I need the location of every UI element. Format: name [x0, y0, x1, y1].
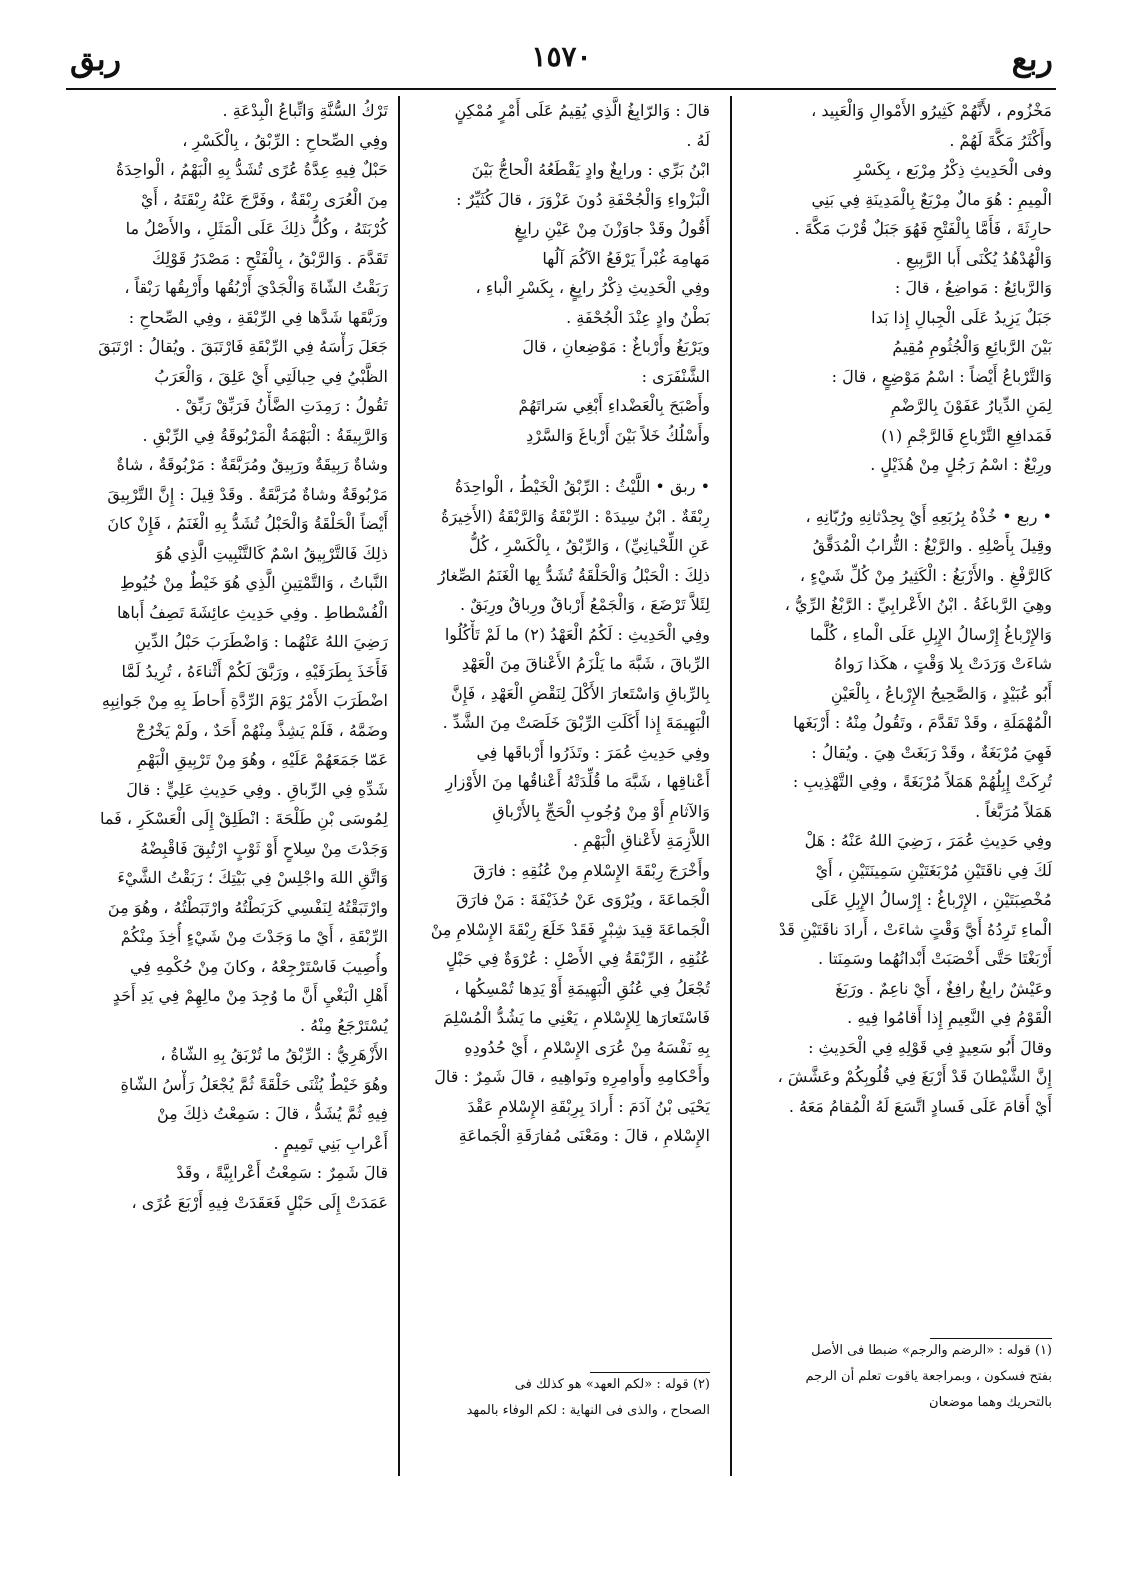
text-line: وَالتَّرْباعُ أَيْضاً : اسْمُ مَوْضِعٍ ، قالَ : [831, 366, 1052, 386]
text-line: وعَيْشٌ رابِغٌ رافِغٌ ، أَيْ ناعِمٌ . ورَبَغَ [835, 978, 1052, 998]
text-line: لِئَلاَّ تَرْضَعَ ، وَالْجَمْعُ أَرْباقٌ ورِباقٌ ورِبَقٌ . [460, 595, 710, 614]
text-line: فَمَدافِعِ التَّرْباعِ فَالرَّجْمِ (١) [881, 425, 1052, 445]
text-line: لِمَنِ الدِّيارُ عَفَوْنَ بِالرَّضْمِ [890, 396, 1052, 415]
text-line: ذلِكَ : الْحَبْلُ وَالْحَلْقَةُ تُشَدُّ بِها الْغَنَمُ الصِّغارُ [437, 565, 710, 585]
text-line: مُخْصِبَتَيْنِ ، الإِرْباغُ : إِرْسالُ الإِبِلِ عَلَى [810, 890, 1052, 909]
text-line: وأَصْبَحَ بِالْعَضْداءِ أَبْغِي سَراتَهُمْ [518, 396, 710, 415]
header-left-word: ربق [70, 40, 122, 78]
text-line: الْجَماعَةَ ، ويُرْوَى عَنْ حُذَيْفَةَ : مَنْ فارَقَ [456, 890, 710, 909]
text-line: وأَحْكامِهِ وأَوامِرِهِ ونَواهِيهِ ، قالَ شَمِرٌ : قالَ [434, 1067, 710, 1086]
text-line: أَعْرابِ بَنِي تَمِيمٍ . [273, 1133, 388, 1153]
page-header [70, 40, 1053, 86]
paragraph-gap [752, 480, 1052, 502]
text-line: حارِثَةَ ، فَأَمَّا بِالْفَتْحِ فَهُوَ جَبَلٌ قُرْبَ مَكَّةَ . [794, 219, 1052, 238]
text-line: وفِي الصِّحاحِ : الرِّبْقُ ، بِالْكَسْرِ ، [182, 130, 388, 150]
text-line: بفتح فسكون ، وبمراجعة ياقوت تعلم أن الرجم [805, 1369, 1052, 1384]
header-rule [66, 88, 1056, 90]
text-line: ذلِكَ فَالتَّرْبِيقُ اسْمٌ كَالتَّنْبِيتِ الَّذِي هُوَ [155, 543, 388, 563]
text-line: وهِيَ الرَّباغَةُ . ابْنُ الأَعْرابِيِّ : الرَّبْغُ الرِّيُّ ، [784, 595, 1052, 614]
text-line: وَالآثامِ أَوْ مِنْ وُجُوبِ الْحَجِّ بِالأَرْباقِ [492, 801, 710, 821]
text-line: شاءَتْ وَرَدَتْ بِلا وَقْتٍ ، هكَذا رَواهُ [834, 654, 1052, 673]
text-line: تَقُولُ : رَمِدَتِ الضَّأْنُ فَرَبِّقْ رَبِّقْ . [175, 396, 388, 415]
text-line: قالَ شَمِرٌ : سَمِعْتُ أَعْرابِيَّةً ، وقَدْ [176, 1163, 388, 1182]
text-line: أَرْبَغْتَا حَتَّى أَخْصَبَتْ أَبْدانُهُما وسَمِنَتا . [818, 949, 1052, 968]
text-line: وهُوَ خَيْطٌ يُثْنَى حَلْقَةً ثُمَّ يُجْعَلُ رَأْسُ الشّاةِ [120, 1074, 388, 1094]
text-line: لَهُ . [686, 130, 710, 150]
text-line: مَرْبُوقَةٌ وشاةٌ مُرَبَّقَةٌ . وقَدْ قِيلَ : إِنَّ التَّرْبِيقَ [107, 484, 388, 504]
text-line: الظَّبْيُ فِي حِبالَتِي أَيْ عَلِقَ ، وَالْعَرَبُ [154, 366, 388, 386]
text-line: (١) قوله : «الرضم والرجم» ضبطا فى الأصل [811, 1343, 1052, 1358]
text-line: كَالرَّفْغِ . والأَرْبَغُ : الْكَثِيرُ مِنْ كُلِّ شَيْءٍ ، [799, 565, 1052, 585]
text-line: وارْتَبَقْتُهُ لِنَفْسِي كَرَبَطْتُهُ وارْتَبَطْتُهُ ، وهُوَ مِنَ [107, 897, 388, 917]
text-line: تُرِكَتْ إِبِلُهُمْ هَمَلاً مُرْبَغَةً ، وفِي التَّهْذِيبِ : [792, 772, 1052, 791]
text-line: وقِيلَ بِأَصْلِهِ . والرَّبْغُ : التُّرابُ الْمُدَقَّقُ [812, 536, 1052, 555]
text-line: عَمَدَتْ إِلَى حَبْلٍ فَعَقَدَتْ فِيهِ أَرْبَعَ عُرًى ، [131, 1192, 388, 1212]
text-line: أَعْناقِها ، شَبَّهَ ما قُلِّدَتْهُ أَعْناقُها مِنَ الأَوْزارِ [445, 772, 710, 791]
text-line: ورِبْعٌ : اسْمُ رَجُلٍ مِنْ هُذَيْلٍ . [870, 455, 1052, 474]
text-line: مَهامِهَ غُبْراً يَرْفَعُ الآكُمَ آلُها [542, 248, 710, 268]
text-line: يُسْتَرْجَعُ مِنْهُ . [299, 1015, 388, 1035]
footnote-middle [410, 1372, 710, 1424]
text-line: هَمَلاً مُرَبَّغاً . [975, 801, 1052, 821]
text-line: الرِّباقَ ، شَبَّهَ ما يَلْزَمُ الأَعْناقَ مِنَ الْعَهْدِ [461, 654, 710, 673]
text-line: وقالَ أَبُو سَعِيدٍ فِي قَوْلِهِ فِي الْحَدِيثِ : [808, 1037, 1052, 1057]
text-line: الرِّبْقَةِ ، أَيْ ما وَجَدْتَ مِنْ شَيْءٍ أُخِذَ مِنْكُمْ [120, 927, 388, 946]
text-line: وأُصِيبَ فَاسْتَرْجِعْهُ ، وكانَ مِنْ حُكْمِهِ فِي [129, 956, 388, 976]
text-line: وفِي حَدِيثِ عُمَرَ ، رَضِيَ اللهُ عَنْهُ : هَلْ [804, 831, 1052, 850]
text-line: وَالْهُدْهُدُ يُكْنَى أَبا الرَّبِيعِ . [895, 248, 1052, 268]
text-line: • ربع • خُذْهُ بِرُبَعِهِ أَيْ بِحِدْثانِهِ ورُبّانِهِ ، [805, 506, 1052, 526]
text-line: النَّباتُ ، وَالتَّمْتِينِ الَّذِي هُوَ خَيْطٌ مِنْ خُيُوطِ [119, 573, 388, 592]
text-line: رِبْقَةٌ . ابْنُ سِيدَهْ : الرِّبْقَةُ وَالرَّبْقَةُ (الأَخِيرَةُ [440, 506, 710, 526]
text-line: بَيْنَ الرَّبائِعِ وَالْجُثُومِ مُقِيمُ [892, 337, 1052, 356]
text-line: الْجَماعَةَ قِيدَ شِبْرٍ فَقَدْ خَلَعَ رِبْقَةَ الإِسْلامِ مِنْ [430, 919, 710, 939]
text-line: فَاسْتَعارَها لِلإِسْلامِ ، يَعْنِي ما يَشُدُّ الْمُسْلِمَ [442, 1008, 710, 1027]
text-line: وأَسْلُكُ خَلاً بَيْنَ أَرْباغَ وَالسَّرْدِ [526, 425, 710, 445]
text-line: حَبْلٌ فِيهِ عِدَّةُ عُرًى تُشَدُّ بِهِ الْبَهْمُ ، الْواحِدَةُ [116, 160, 388, 179]
text-line: تُجْعَلُ فِي عُنُقِ الْبَهِيمَةِ أَوْ يَدِها تُمْسِكُها ، [454, 978, 710, 998]
text-line: الْمِيمِ : هُوَ مالٌ مِرْبَعٌ بِالْمَدِينَةِ فِي بَنِي [811, 189, 1052, 209]
text-line: الْبَهِيمَةَ إِذا أَكَلَتِ الرِّبْقَ خَلَصَتْ مِنَ الشَّدِّ . [442, 713, 710, 732]
text-line: الْماءِ تَرِدُهُ أَيَّ وَقْتٍ شاءَتْ ، أَرادَ ناقَتَيْنِ قَدْ [778, 919, 1052, 939]
column-divider [398, 96, 400, 1476]
text-line: فَأَخَذَ بِطَرَفَيْهِ ، ورَبَّقَ لَكُمْ أَثْناءَهُ ، تُرِيدُ لَمَّا [121, 661, 388, 681]
paragraph-gap [410, 450, 710, 472]
text-line: وفِي حَدِيثِ عُمَرَ : وتَذَرُوا أَرْباقَها فِي [476, 742, 710, 762]
text-line: الصحاح ، والذى فى النهاية : لكم الوفاء بالمهد [466, 1403, 710, 1418]
text-line: عُنُقِهِ ، الرِّبْقَةُ فِي الأَصْلِ : عُرْوَةٌ فِي حَبْلٍ [445, 949, 710, 968]
text-line: بِالرِّباقِ وَاسْتَعارَ الأَكْلَ لِنَقْضِ الْعَهْدِ ، فَإِنَّ [451, 683, 710, 703]
text-line: وأَخْرَجَ رِبْقَةَ الإِسْلامِ مِنْ عُنُقِهِ : فارَقَ [473, 860, 710, 880]
text-line: جَعَلَ رَأْسَهُ فِي الرِّبْقَةِ فَارْتَبَقَ . ويُقالُ : ارْتَبَقَ [98, 337, 388, 356]
text-line: وفِي الْحَدِيثِ : لَكُمُ الْعَهْدُ (٢) ما لَمْ تَأْكُلُوا [444, 624, 710, 644]
text-line: رَبَقْتُ الشّاةَ وَالْجَدْيَ أَرْبُقُها وأَرْبِقُها رَبْقاً ، [124, 278, 388, 297]
text-line: إِنَّ الشَّيْطانَ قَدْ أَرْبَغَ فِي قُلُوبِكُمْ وعَشَّشَ ، [777, 1067, 1052, 1086]
page-number: ١٥٧٠ [531, 40, 592, 73]
text-line: فِيهِ ثُمَّ يُشَدُّ ، قالَ : سَمِعْتُ ذلِكَ مِنْ [157, 1104, 388, 1123]
text-line: (٢) قوله : «لكم العهد» هو كذلك فى [514, 1377, 710, 1392]
text-line: الأَزْهَرِيُّ : الرِّبْقُ ما تُرْبَقُ بِهِ الشّاةُ ، [160, 1045, 388, 1064]
text-line: رَضِيَ اللهُ عَنْهُما : وَاضْطَرَبَ حَبْلُ الدِّينِ [134, 632, 388, 651]
text-line: عَمّا جَمَعَهُمْ عَلَيْهِ ، وهُوَ مِنْ تَرْبِيقِ الْبَهْمِ [137, 750, 388, 769]
text-line: كُرْبَتَهُ ، وكُلُّ ذلِكَ عَلَى الْمَثَلِ ، والأَصْلُ ما [125, 219, 388, 238]
text-line: تَرْكُ السُّنَّةِ وَاتِّباعُ الْبِدْعَةِ . [222, 101, 388, 120]
text-line: اضْطَرَبَ الأَمْرُ يَوْمَ الرِّدَّةِ أَحاطَ بِهِ مِنْ جَوانِبِهِ [101, 691, 388, 710]
text-line: الإِسْلامِ ، قالَ : ومَعْنَى مُفارَقَةِ الْجَماعَةِ [458, 1126, 710, 1145]
column-right [752, 96, 1052, 1121]
text-line: شَدِّهِ فِي الرِّباقِ . وفِي حَدِيثِ عَلِيٍّ : قالَ [126, 779, 388, 799]
text-line: وَالرَّبائِعُ : مَواضِعُ ، قالَ : [894, 278, 1052, 297]
column-middle [410, 96, 710, 1151]
text-line: وأَكْثَرُ مَكَّةَ لَهُمْ . [949, 130, 1052, 150]
text-line: وَالإِرْباغُ إِرْسالُ الإِبِلِ عَلَى الْماءِ ، كُلَّما [810, 624, 1052, 644]
text-line: مِنَ الْعُرَى رِبْقَةٌ ، وفَرَّجَ عَنْهُ رِبْقَتَهُ ، أَيْ [140, 189, 388, 209]
text-line: وفى الْحَدِيثِ ذِكْرُ مِرْبَع ، بِكَسْرِ [854, 160, 1052, 179]
text-line: ورَبَّقَها شَدَّها فِي الرِّبْقَةِ ، وفِي الصِّحاحِ : [128, 307, 388, 327]
text-line: الْبَزْواءِ وَالْجُحْفَةِ دُونَ عَزْوَرَ ، قالَ كُثَيِّرٌ : [456, 189, 710, 209]
column-left [72, 96, 388, 1217]
text-line: جَبَلٌ يَزِيدُ عَلَى الْجِبالِ إِذا بَدا [871, 307, 1052, 327]
text-line: لِمُوسَى بْنِ طَلْحَةَ : انْطَلِقْ إِلَى الْعَسْكَرِ ، فَما [99, 809, 388, 828]
footnote-right [752, 1338, 1052, 1416]
column-divider [730, 96, 732, 1476]
text-line: وفِي الْحَدِيثِ ذِكْرُ رابِغٍ ، بِكَسْرِ الْباءِ ، [475, 278, 710, 297]
text-line: بالتحريك وهما موضعان [929, 1395, 1052, 1410]
text-line: قالَ : وَالرّابِغُ الَّذِي يُقِيمُ عَلَى أَمْرٍ مُمْكِنٍ [454, 101, 710, 120]
text-line: عَنِ اللِّحْيانِيِّ) ، وَالرِّبْقُ ، بِالْكَسْرِ ، كُلُّ [468, 536, 710, 555]
text-line: ابْنُ بَرِّي : ورابِغٌ وادٍ يَقْطَعُهُ الْحاجُّ بَيْنَ [471, 160, 710, 179]
text-line: يَحْيَى بْنُ آدَمَ : أَرادَ بِرِبْقَةِ الإِسْلامِ عَقْدَ [467, 1096, 710, 1116]
text-line: الْفُسْطاطِ . وفِي حَدِيثِ عائِشَةَ تَصِفُ أَباها [117, 602, 388, 622]
text-line: مَخْزُوم ، لأَنَّهُمْ كَثِيرُو الأَمْوالِ وَالْعَبِيد ، [811, 101, 1052, 120]
text-line: الشَّنْفَرَى : [641, 366, 710, 386]
text-line: ويَرْبَغُ وأَرْباغٌ : مَوْضِعانِ ، قالَ [522, 337, 710, 356]
text-line: بَطْنُ وادٍ عِنْدَ الْجُحْفَةِ . [566, 307, 710, 327]
text-line: لَكَ فِي ناقَتَيْنِ مُرْبَغَتَيْنِ سَمِينَتَيْنِ ، أَيْ [815, 860, 1052, 880]
text-line: • ربق • اللَّيْثُ : الرِّبْقُ الْخَيْطُ ، الْواحِدَةُ [454, 477, 710, 496]
text-line: أَقُولُ وقَدْ جاوَزْنَ مِنْ عَيْنِ رابِغٍ [514, 219, 710, 238]
text-line: اللاَّزِمَةِ لأَعْناقِ الْبَهْمِ . [572, 831, 710, 850]
header-right-word: ربع [1011, 40, 1053, 78]
text-line: الْمُهْمَلَةِ ، وقَدْ تَقَدَّمَ ، وتَقُولُ مِنْهُ : أَرْبَغَها [793, 713, 1052, 732]
text-line: وضَمَّهُ ، فَلَمْ يَشِذَّ مِنْهُمْ أَحَدٌ ، ولَمْ يَخْرُجْ [135, 720, 388, 740]
text-line: أَبُو عُبَيْدٍ ، وَالصَّحِيحُ الإِرْباعُ ، بِالْعَيْنِ [830, 683, 1052, 703]
text-line: وَجَدْتَ مِنْ سِلاحٍ أَوْ ثَوْبٍ ارْتُبِقَ فَاقْبِضْهُ [140, 838, 388, 858]
text-line: فَهِيَ مُرْبَغَةٌ ، وقَدْ رَبَغَتْ هِيَ . ويُقالُ : [811, 742, 1052, 762]
text-line: أَيْ أَقامَ عَلَى فَسادٍ اتَّسَعَ لَهُ الْمُقامُ مَعَهُ . [788, 1096, 1052, 1116]
text-line: وَالرَّبِيقَةُ : الْبَهْمَةُ الْمَرْبُوقَةُ فِي الرِّبْقِ . [142, 425, 388, 445]
text-line: أَهْلِ الْبَغْيِ أَنَّ ما وُجِدَ مِنْ مالِهِمْ فِي يَدِ أَحَدٍ [112, 986, 388, 1005]
text-line: أَيْضاً الْحَلْقَةُ وَالْحَبْلُ تُشَدُّ بِهِ الْغَنَمُ ، فَإِنْ كانَ [107, 514, 388, 533]
text-line: وشاةٌ رَبِيقَةٌ ورَبِيقٌ ومُرَبَّقَةٌ : مَرْبُوقَةٌ ، شاةٌ [116, 455, 388, 474]
text-line: تَقَدَّمَ . وَالرَّبْقُ ، بِالْفَتْحِ : مَصْدَرُ قَوْلِكَ [151, 248, 388, 268]
text-line: الْقَوْمُ فِي النَّعِيمِ إِذا أَقامُوا فِيهِ . [847, 1008, 1052, 1027]
text-line: بِهِ نَفْسَهُ مِنْ عُرَى الإِسْلامِ ، أَيْ حُدُودِهِ [464, 1037, 710, 1057]
text-line: وَاتَّقِ اللهَ واجْلِسْ فِي بَيْتِكَ ؛ رَبَقْتُ الشَّيْءَ [117, 868, 388, 887]
